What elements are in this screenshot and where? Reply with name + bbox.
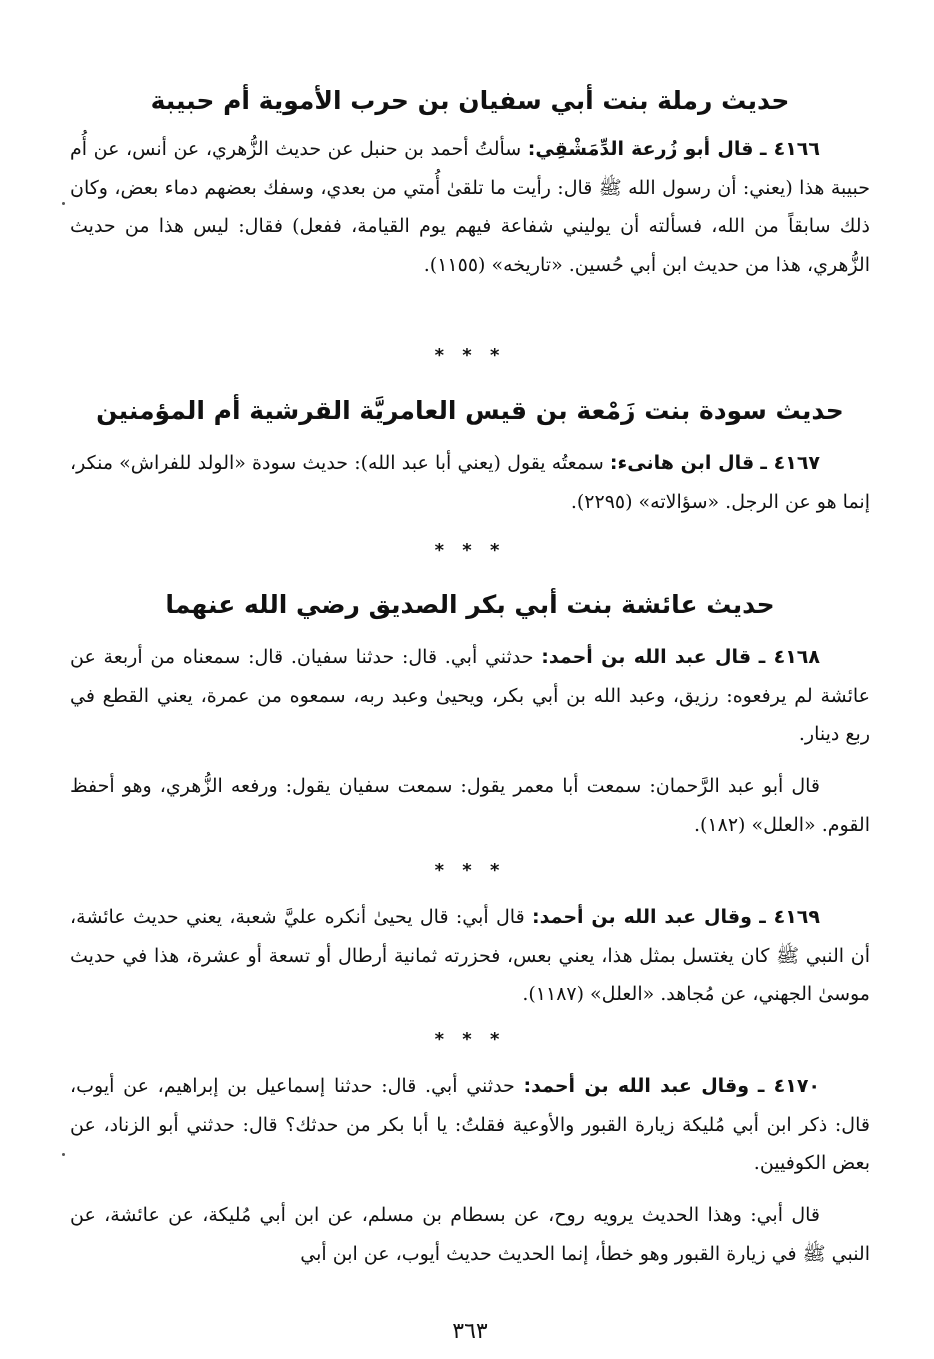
entry-4170-continuation: قال أبي: وهذا الحديث يرويه روح، عن بسطام بن مسلم، عن ابن أبي مُليكة، عن عائشة، عن النبي ﷺ في زيارة القبور وهو خطأ، إنما الحديث حديث أيوب، عن ابن أبي — [70, 1204, 870, 1265]
entry-narrator: وقال عبد الله بن أحمد: — [532, 906, 752, 928]
entry-number: ٤١٦٧ ـ — [760, 452, 821, 474]
entry-text: سمعتُه يقول (يعني أبا عبد الله): حديث سودة «الولد للفراش» منكر، إنما هو عن الرجل. «سؤالاته» (٢٢٩٥). — [70, 452, 870, 513]
section-separator: * * * — [434, 345, 506, 366]
entry-narrator: قال أبو زُرعة الدِّمَشْقِي: — [527, 138, 754, 160]
scan-speck — [62, 1153, 65, 1156]
book-page — [70, 0, 870, 1359]
entry-4168-continuation: قال أبو عبد الرَّحمان: سمعت أبا معمر يقول: سمعت سفيان يقول: ورفعه الزُّهري، وهو أحفظ القوم. «العلل» (١٨٢). — [70, 775, 870, 836]
section-separator: * * * — [434, 1029, 506, 1050]
entry-4169 — [70, 898, 870, 1014]
entry-text: قال أبي: قال يحيىٰ أنكره عليَّ شعبة، يعني حديث عائشة، أن النبي ﷺ كان يغتسل بمثل هذا، يعني بعس، فحزرته ثمانية أرطال أو تسعة أو عشرة، هذا في حديث موسىٰ الجهني، عن مُجاهد. «العلل» (١١٨٧). — [70, 906, 870, 1005]
entry-narrator: قال ابن هانىء: — [609, 452, 755, 474]
section-heading-aisha: حديث عائشة بنت أبي بكر الصديق رضي الله عنهما — [165, 590, 775, 619]
entry-4170 — [70, 1067, 870, 1183]
section-separator: * * * — [434, 860, 506, 881]
entry-4166 — [70, 130, 870, 284]
entry-number: ٤١٧٠ ـ — [757, 1075, 821, 1097]
entry-number: ٤١٦٦ ـ — [759, 138, 820, 160]
entry-text: حدثني أبي. قال: حدثنا سفيان. قال: سمعناه من أربعة عن عائشة لم يرفعوه: رزيق، وعبد الله بن أبي بكر، ويحيىٰ وعبد ربه، سمعوه من عمرة، يعني القطع في ربع دينار. — [70, 646, 870, 745]
entry-number: ٤١٦٩ ـ — [759, 906, 820, 928]
entry-4168 — [70, 638, 870, 754]
entry-4167 — [70, 444, 870, 521]
entry-narrator: قال عبد الله بن أحمد: — [541, 646, 752, 668]
page-number: ٣٦٣ — [452, 1319, 488, 1344]
entry-text: حدثني أبي. قال: حدثنا إسماعيل بن إبراهيم، عن أيوب، قال: ذكر ابن أبي مُليكة زيارة القبور والأوعية فقلتُ: يا أبا بكر من حدثك؟ قال: حدثني أبو الزناد، عن بعض الكوفيين. — [70, 1075, 870, 1174]
section-heading-umm-habiba: حديث رملة بنت أبي سفيان بن حرب الأموية أم حبيبة — [150, 86, 790, 115]
section-heading-sawda: حديث سودة بنت زَمْعة بن قيس العامريَّة القرشية أم المؤمنين — [96, 396, 844, 425]
scan-speck — [62, 202, 65, 205]
section-separator: * * * — [434, 540, 506, 561]
entry-narrator: وقال عبد الله بن أحمد: — [523, 1075, 750, 1097]
entry-text: سألتُ أحمد بن حنبل عن حديث الزُّهري، عن أنس، عن أُم حبيبة هذا (يعني: أن رسول الله ﷺ قال: رأيت ما تلقىٰ أُمتي من بعدي، وسفك بعضهم دماء بعض، وكان ذلك سابقاً من الله، فسألته أن يوليني شفاعة فيهم يوم القيامة، ففعل) فقال: ليس هذا من حديث الزُّهري، هذا من حديث ابن أبي حُسين. «تاريخه» (١١٥٥). — [70, 138, 870, 276]
entry-number: ٤١٦٨ ـ — [758, 646, 820, 668]
